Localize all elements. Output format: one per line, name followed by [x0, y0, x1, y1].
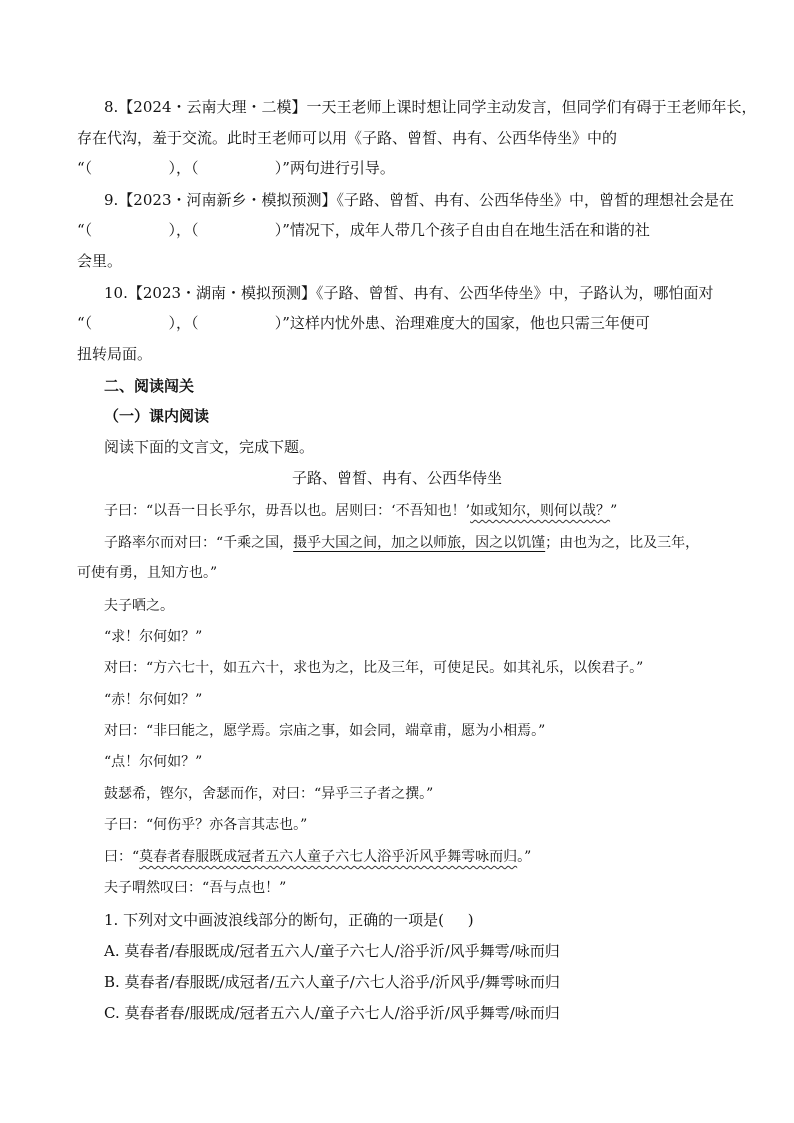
q9-line-3: 会里。: [77, 252, 123, 270]
section-heading: 二、阅读闯关: [104, 377, 195, 395]
q10-line-3: 扭转局面。: [77, 345, 153, 363]
passage-para-8: “点！尔何如？”: [104, 754, 203, 770]
passage-para-7: 对曰：“非曰能之，愿学焉。宗庙之事，如会同，端章甫，愿为小相焉。”: [104, 723, 546, 739]
q8-line-1: 8.【2024・云南大理・二模】一天王老师上课时想让同学主动发言，但同学们有碍于王老师年长，: [104, 98, 757, 116]
option-c[interactable]: C. 莫春者春/服既成/冠者五六人/童子六七人/浴乎沂/风乎舞雩/咏而归: [104, 1004, 560, 1022]
question-1-stem: 1. 下列对文中画波浪线部分的断句，正确的一项是( ): [104, 911, 474, 929]
passage-para-2-cont: 可使有勇，且知方也。”: [77, 565, 218, 581]
q9-line-1: 9.【2023・河南新乡・模拟预测】《子路、曾皙、冉有、公西华侍坐》中，曾皙的理想社会是在: [104, 191, 734, 209]
q10-line-1: 10.【2023・湖南・模拟预测】《子路、曾皙、冉有、公西华侍坐》中，子路认为，哪怕面对: [104, 284, 714, 302]
q8-line-3: “（ ），（ ）”两句进行引导。: [77, 159, 395, 177]
underlined-phrase: 摄乎大国之间，加之以师旅，因之以饥馑: [293, 535, 546, 551]
option-b[interactable]: B. 莫春者/春服既/成冠者/五六人童子/六七人浴乎/沂风乎/舞雩咏而归: [104, 973, 560, 991]
passage-title: 子路、曾皙、冉有、公西华侍坐: [291, 469, 502, 487]
wavy-underlined-phrase: 如或知尔，则何以哉？: [470, 503, 611, 519]
wavy-underlined-sentence: 莫春者春服既成冠者五六人童子六七人浴乎沂风乎舞雩咏而归: [139, 849, 518, 865]
passage-para-9: 鼓瑟希，铿尔，舍瑟而作，对曰：“异乎三子者之撰。”: [104, 786, 434, 802]
passage-para-5: 对曰：“方六七十，如五六十，求也为之，比及三年，可使足民。如其礼乐，以俟君子。”: [104, 660, 644, 676]
passage-para-11: 曰：“莫春者春服既成冠者五六人童子六七人浴乎沂风乎舞雩咏而归。”: [104, 849, 532, 865]
passage-para-2: 子路率尔而对曰：“千乘之国，摄乎大国之间，加之以师旅，因之以饥馑；由也为之，比及三年，: [104, 535, 700, 551]
passage-para-6: “赤！尔何如？”: [104, 692, 203, 708]
q9-line-2: “（ ），（ ）”情况下，成年人带几个孩子自由自在地生活在和谐的社: [77, 221, 650, 239]
passage-para-4: “求！尔何如？”: [104, 629, 203, 645]
q10-line-2: “（ ），（ ）”这样内忧外患、治理难度大的国家，他也只需三年便可: [77, 314, 650, 332]
passage-para-12: 夫子喟然叹曰：“吾与点也！”: [104, 880, 287, 896]
passage-para-1: 子曰：“以吾一日长乎尔，毋吾以也。居则曰：‘不吾知也！’如或知尔，则何以哉？”: [104, 503, 618, 519]
passage-para-10: 子曰：“何伤乎？亦各言其志也。”: [104, 817, 308, 833]
option-a[interactable]: A. 莫春者/春服既成/冠者五六人/童子六七人/浴乎沂/风乎舞雩/咏而归: [104, 942, 560, 960]
instruction-text: 阅读下面的文言文，完成下题。: [104, 438, 315, 456]
q8-line-2: 存在代沟，羞于交流。此时王老师可以用《子路、曾皙、冉有、公西华侍坐》中的: [77, 129, 618, 147]
subsection-heading: （一）课内阅读: [104, 407, 210, 425]
passage-para-3: 夫子哂之。: [104, 598, 174, 614]
